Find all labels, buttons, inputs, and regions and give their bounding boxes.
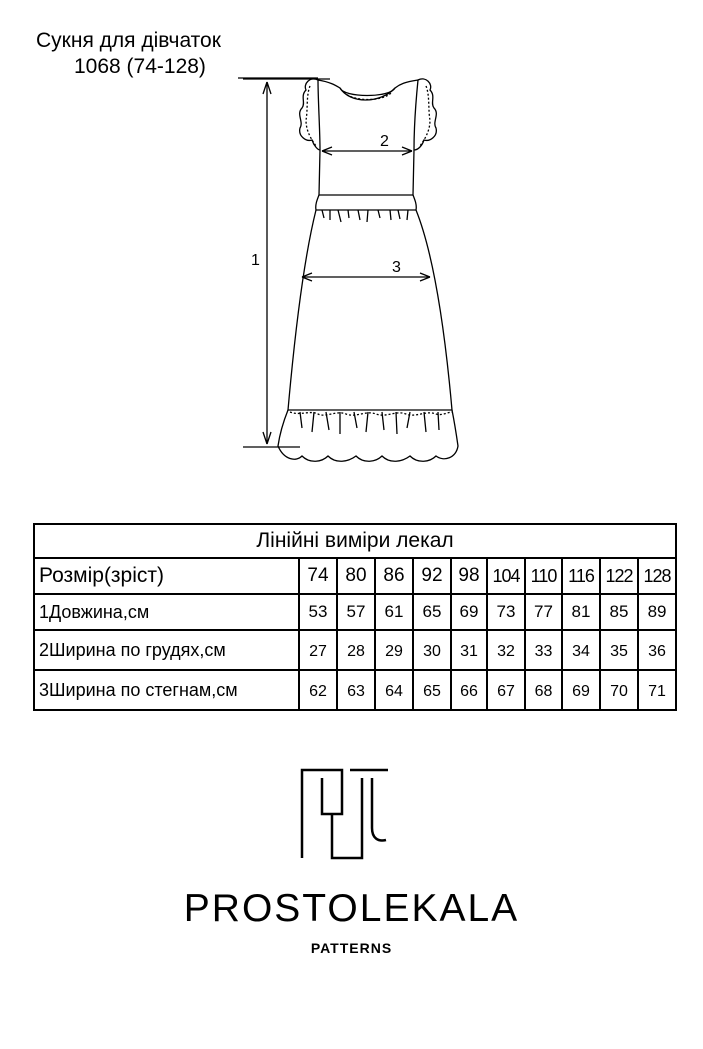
size-cell: 98 [451, 558, 487, 594]
size-cell: 80 [337, 558, 375, 594]
measurements-table [33, 523, 677, 711]
value-cell: 57 [337, 594, 375, 630]
value-cell: 34 [562, 630, 600, 670]
hem-gathers [300, 412, 439, 434]
size-cell: 92 [413, 558, 451, 594]
size-cell: 86 [375, 558, 413, 594]
value-cell: 62 [299, 670, 337, 710]
value-cell: 29 [375, 630, 413, 670]
value-cell: 53 [299, 594, 337, 630]
brand-subtitle: PATTERNS [310, 940, 393, 956]
table-row [34, 558, 676, 594]
waist-gathers [322, 210, 408, 222]
value-cell: 67 [487, 670, 525, 710]
table-row [34, 630, 676, 670]
value-cell: 81 [562, 594, 600, 630]
size-cell: 116 [562, 558, 600, 594]
value-cell: 70 [600, 670, 638, 710]
value-cell: 63 [337, 670, 375, 710]
value-cell: 28 [337, 630, 375, 670]
value-cell: 36 [638, 630, 676, 670]
value-cell: 66 [451, 670, 487, 710]
dress-sketch [0, 0, 703, 500]
dim-label-2: 2 [380, 133, 389, 150]
dress-skirt [288, 210, 452, 410]
dim-label-1: 1 [251, 252, 260, 269]
size-cell: 128 [638, 558, 676, 594]
size-cell: 104 [487, 558, 525, 594]
value-cell: 30 [413, 630, 451, 670]
row-label-hips: 3Ширина по стегнам,см [34, 670, 299, 710]
title-line-1: Сукня для дівчаток [36, 29, 221, 52]
size-header-label: Розмір(зріст) [34, 558, 299, 594]
value-cell: 33 [525, 630, 562, 670]
value-cell: 85 [600, 594, 638, 630]
size-cell: 74 [299, 558, 337, 594]
dimension-chest [322, 147, 412, 155]
table-row [34, 594, 676, 630]
value-cell: 64 [375, 670, 413, 710]
value-cell: 69 [451, 594, 487, 630]
waist-band [316, 195, 417, 210]
value-cell: 73 [487, 594, 525, 630]
table-caption: Лінійні виміри лекал [34, 524, 676, 558]
dress-bodice [318, 80, 418, 195]
brand-name: PROSTOLEKALA [183, 887, 520, 930]
value-cell: 35 [600, 630, 638, 670]
row-label-length: 1Довжина,см [34, 594, 299, 630]
value-cell: 65 [413, 670, 451, 710]
value-cell: 68 [525, 670, 562, 710]
size-cell: 122 [600, 558, 638, 594]
value-cell: 65 [413, 594, 451, 630]
value-cell: 77 [525, 594, 562, 630]
value-cell: 61 [375, 594, 413, 630]
value-cell: 32 [487, 630, 525, 670]
value-cell: 27 [299, 630, 337, 670]
left-sleeve [300, 79, 320, 150]
value-cell: 71 [638, 670, 676, 710]
value-cell: 89 [638, 594, 676, 630]
value-cell: 69 [562, 670, 600, 710]
dimension-hips [302, 273, 430, 281]
row-label-chest: 2Ширина по грудях,см [34, 630, 299, 670]
value-cell: 31 [451, 630, 487, 670]
title-line-2: 1068 (74-128) [74, 55, 206, 78]
dim-label-3: 3 [392, 259, 401, 276]
size-cell: 110 [525, 558, 562, 594]
pl-monogram-logo [300, 768, 390, 860]
table-row [34, 670, 676, 710]
